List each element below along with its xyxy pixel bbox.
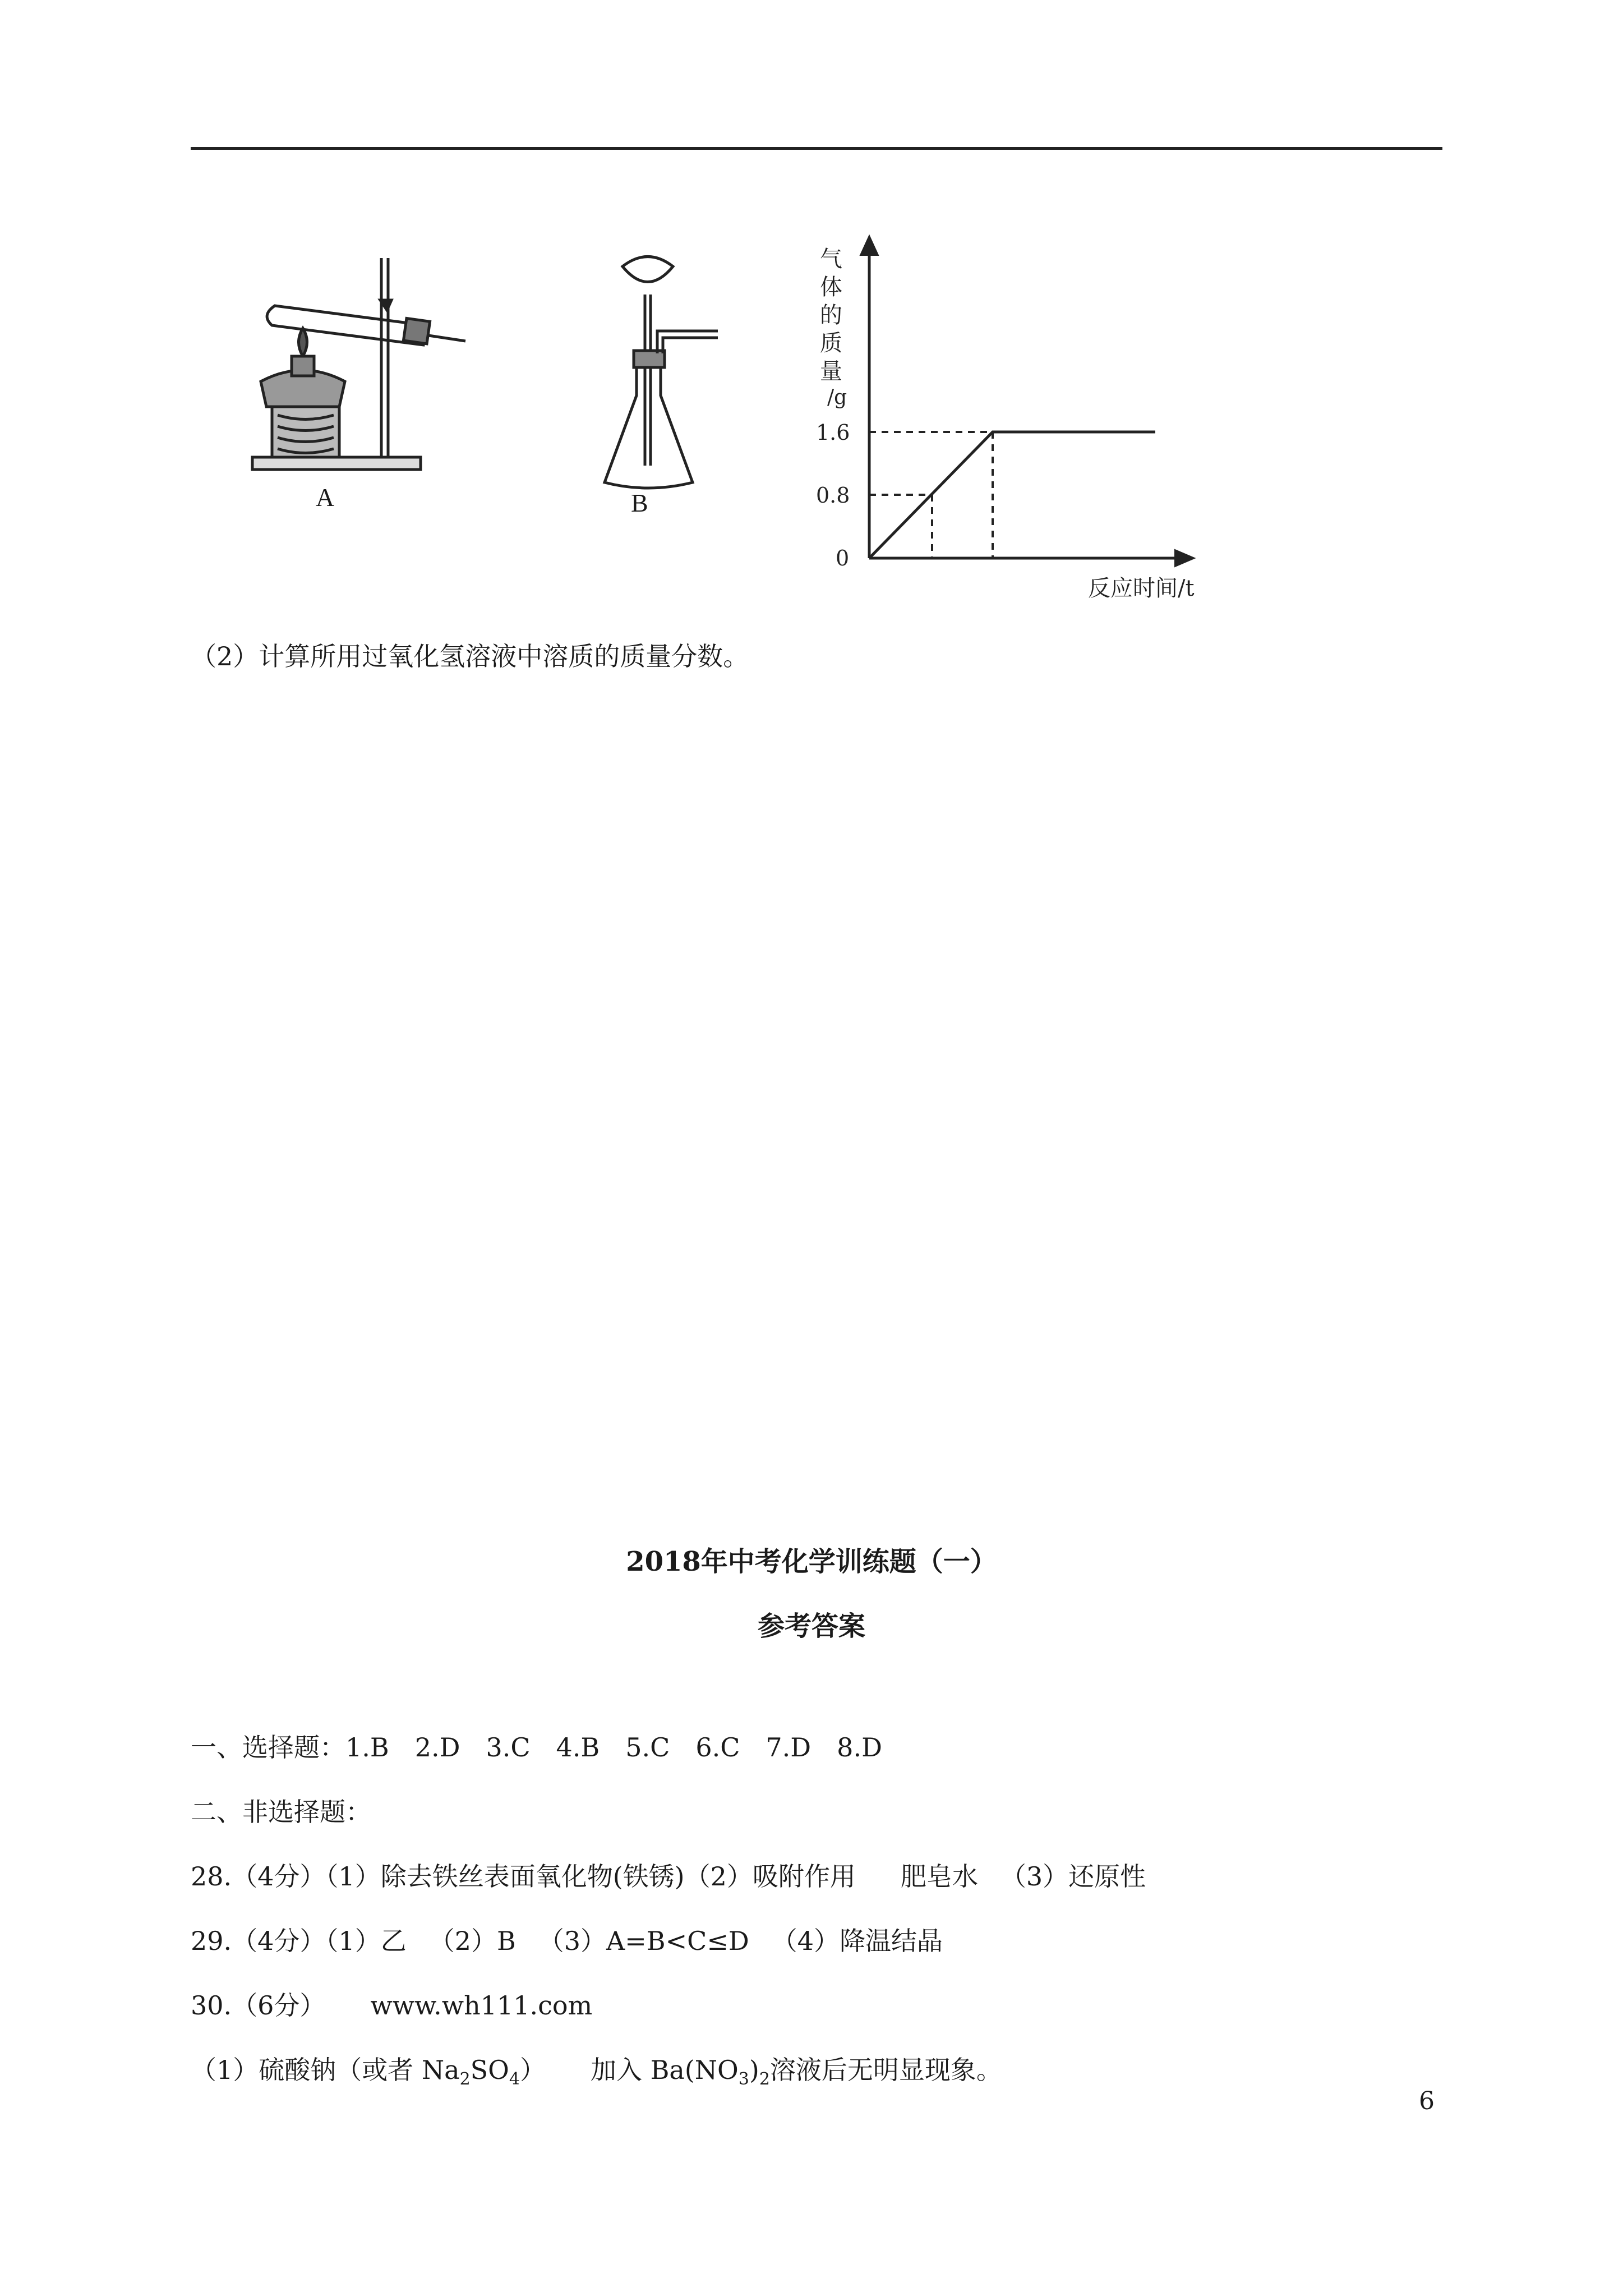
x-axis-arrow: [1175, 550, 1195, 567]
q30-subscript: 2: [459, 2069, 471, 2089]
answer-q30: [191, 1989, 592, 2022]
apparatus-b-label: B: [631, 489, 648, 517]
q30-p1-text: （1）硫酸钠（或者 Na: [191, 2055, 460, 2085]
header-rule: [191, 147, 1442, 150]
q28-part-1: （1）除去铁丝表面氧化物(铁锈): [325, 1861, 685, 1892]
y-tick-label: 0: [836, 546, 850, 570]
q28-part-2b: 肥皂水: [900, 1861, 978, 1892]
q29-part-4: （4）降温结晶: [771, 1926, 943, 1956]
q30-p1-text: SO: [470, 2055, 509, 2085]
y-axis-arrow: [860, 236, 878, 255]
gas-mass-graph: [785, 224, 1267, 628]
answer-subtitle: 参考答案: [757, 1611, 865, 1642]
q29-number: 29.（4分）: [191, 1926, 326, 1956]
answer-q30-part-1: [191, 2053, 1002, 2096]
y-tick-label: 1.6: [816, 420, 850, 445]
q30-p1-text: ）: [520, 2055, 546, 2085]
answer-section-1: 一、选择题：1.B 2.D 3.C 4.B 5.C 6.C 7.D 8.D: [191, 1732, 882, 1763]
q30-subscript: 4: [509, 2069, 520, 2089]
y-label-char: 量: [820, 358, 842, 384]
y-tick-label: 0.8: [816, 483, 850, 508]
y-unit-label: /g: [827, 386, 847, 409]
answer-q29: [191, 1924, 943, 1958]
question-part-2: （2）计算所用过氧化氢溶液中溶质的质量分数。: [191, 641, 749, 671]
page-number: 6: [1419, 2087, 1435, 2115]
q28-part-3: （3）还原性: [1000, 1861, 1146, 1892]
answer-title: 2018年中考化学训练题（一）: [626, 1546, 997, 1577]
q30-site-text: www.wh111.com: [370, 1990, 593, 2021]
y-label-char: 体: [820, 274, 842, 300]
y-label-char: 质: [820, 330, 842, 356]
apparatus-b-figure: [594, 252, 740, 499]
q30-subscript: 2: [759, 2069, 770, 2089]
q30-number: 30.（6分）: [191, 1990, 326, 2021]
apparatus-a-figure: [241, 247, 477, 539]
y-label-char: 的: [820, 302, 842, 328]
q30-p1-text: ): [749, 2055, 759, 2085]
x-axis-label: 反应时间/t: [1088, 576, 1195, 601]
answer-section-2: 二、非选择题：: [191, 1797, 371, 1827]
q30-subscript: 3: [738, 2069, 749, 2089]
q30-p1-text: 溶液后无明显现象。: [769, 2055, 1002, 2085]
answer-q28: [191, 1860, 1146, 1893]
apparatus-a-label: A: [316, 483, 335, 512]
q29-part-1: （1）乙: [325, 1926, 407, 1956]
q29-part-2: （2）B: [428, 1926, 516, 1956]
q30-p1-text: 加入 Ba(NO: [591, 2055, 739, 2085]
q28-number: 28.（4分）: [191, 1861, 326, 1892]
q29-part-3: （3）A=B<C≤D: [538, 1926, 749, 1956]
q28-part-2: （2）吸附作用: [684, 1861, 856, 1892]
y-label-char: 气: [820, 246, 842, 272]
